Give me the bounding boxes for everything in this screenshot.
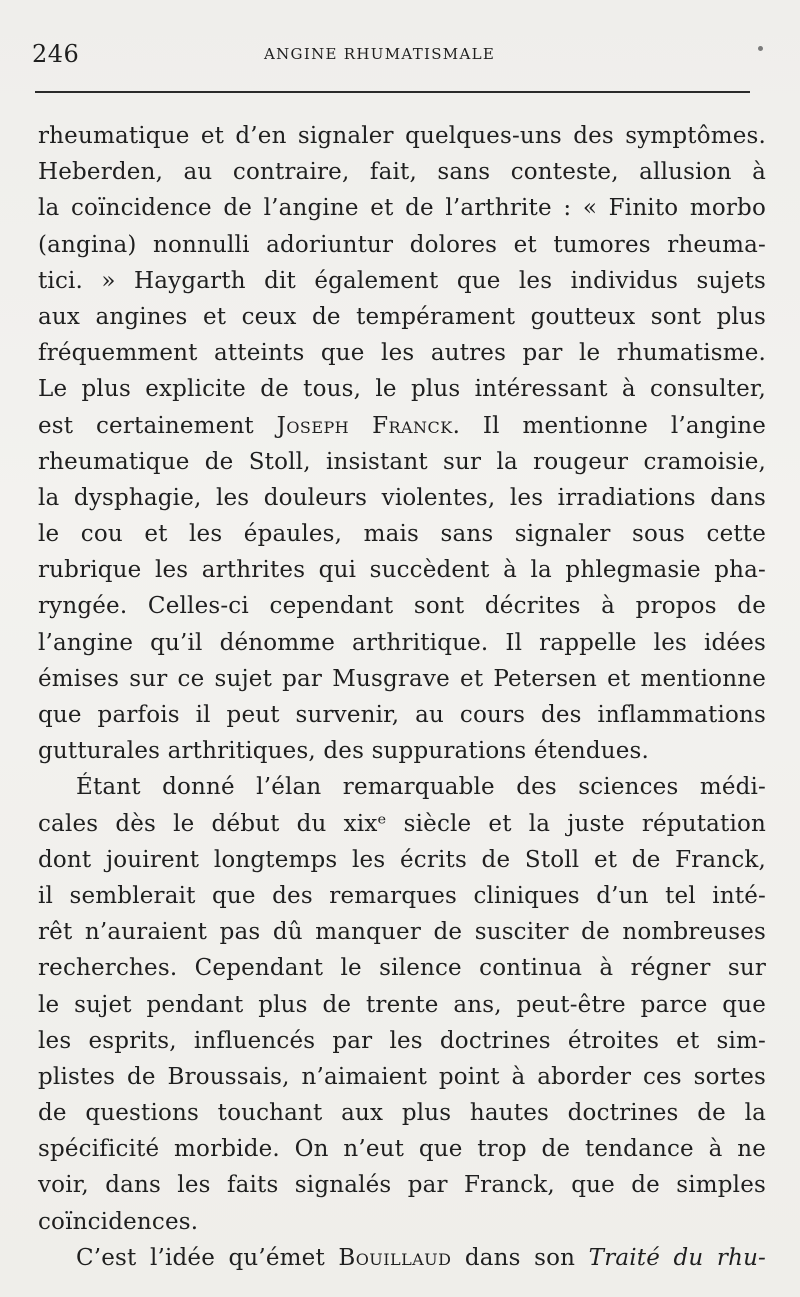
text-line xyxy=(38,1095,766,1131)
text-line xyxy=(38,335,766,371)
text-run: C’est l’idée qu’émet xyxy=(76,1244,339,1271)
text-line xyxy=(38,842,766,878)
text-run: est certainement xyxy=(38,412,277,439)
text-run: aux angines et ceux de tempérament goutteux sont plus xyxy=(38,303,766,330)
text-run: dont jouirent longtemps les écrits de Stoll et de Franck, xyxy=(38,846,766,873)
text-run: plistes de Broussais, n’aimaient point à aborder ces sortes xyxy=(38,1063,766,1090)
page-header xyxy=(32,40,762,68)
text-run: la coïncidence de l’angine et de l’arthrite : « Finito morbo xyxy=(38,195,766,222)
text-run: le sujet pendant plus de trente ans, peut-être parce que xyxy=(38,991,766,1018)
text-line xyxy=(38,408,766,444)
text-run: il semblerait que des remarques cliniques d’un tel inté- xyxy=(38,882,766,909)
text-line xyxy=(38,806,766,842)
text-line xyxy=(38,227,766,263)
body-text xyxy=(38,118,766,1276)
text-line xyxy=(38,950,766,986)
text-line xyxy=(38,914,766,950)
text-line xyxy=(38,1240,766,1276)
header-ink-mark xyxy=(758,46,763,51)
text-run: voir, dans les faits signalés par Franck, que de simples xyxy=(38,1172,766,1199)
text-run: gutturales arthritiques, des suppurations étendues. xyxy=(38,738,650,765)
text-run: rubrique les arthrites qui succèdent à la phlegmasie pha- xyxy=(38,557,766,584)
running-title: ANGINE RHUMATISMALE xyxy=(264,45,496,63)
text-line xyxy=(38,1167,766,1203)
text-line xyxy=(38,516,766,552)
text-line xyxy=(38,299,766,335)
text-run: Étant donné l’élan remarquable des sciences médi- xyxy=(76,774,766,801)
text-run: (angina) nonnulli adoriuntur dolores et tumores rheuma- xyxy=(38,231,766,258)
text-line xyxy=(38,878,766,914)
text-line xyxy=(38,552,766,588)
text-line xyxy=(38,733,766,769)
text-run: Le plus explicite de tous, le plus intéressant à consulter, xyxy=(38,376,766,403)
text-run: spécificité morbide. On n’eut que trop de tendance à ne xyxy=(38,1136,766,1163)
text-line xyxy=(38,480,766,516)
text-line xyxy=(38,1131,766,1167)
text-run: l’angine qu’il dénomme arthritique. Il rappelle les idées xyxy=(38,629,766,656)
text-line xyxy=(38,118,766,154)
text-line xyxy=(38,588,766,624)
text-run: rheumatique et d’en signaler quelques-uns des symptômes. xyxy=(38,123,766,149)
text-run: ryngée. Celles-ci cependant sont décrites à propos de xyxy=(38,593,766,620)
text-line xyxy=(38,190,766,226)
text-run: que parfois il peut survenir, au cours des inflammations xyxy=(38,702,766,728)
text-run: rheumatique de Stoll, insistant sur la rougeur cramoisie, xyxy=(38,448,766,475)
text-run: coïncidences. xyxy=(38,1208,199,1235)
text-run: le cou et les épaules, mais sans signaler sous cette xyxy=(38,521,766,548)
text-run: fréquemment atteints que les autres par le rhumatisme. xyxy=(38,340,766,367)
text-run: les esprits, influencés par les doctrines étroites et sim- xyxy=(38,1027,766,1054)
text-run: recherches. Cependant le silence continua à régner sur xyxy=(38,955,766,982)
text-line xyxy=(38,697,766,733)
text-line xyxy=(38,444,766,480)
small-caps-name: Joseph Franck xyxy=(276,412,453,439)
text-run: émises sur ce sujet par Musgrave et Petersen et mentionne xyxy=(38,665,766,692)
text-run: de questions touchant aux plus hautes doctrines de la xyxy=(38,1100,766,1127)
text-line xyxy=(38,154,766,190)
text-run: rêt n’auraient pas dû manquer de susciter de nombreuses xyxy=(38,919,766,946)
text-run: . Il mentionne l’angine xyxy=(452,412,766,439)
text-line xyxy=(38,1059,766,1095)
text-line xyxy=(38,1204,766,1240)
text-line xyxy=(38,769,766,805)
text-line xyxy=(38,625,766,661)
text-line xyxy=(38,1023,766,1059)
text-line xyxy=(38,371,766,407)
italic-title: Traité du rhu- xyxy=(588,1244,767,1271)
text-run: Heberden, au contraire, fait, sans conteste, allusion à xyxy=(38,159,766,186)
text-line xyxy=(38,661,766,697)
small-caps-name: Bouillaud xyxy=(338,1244,452,1271)
page-number: 246 xyxy=(32,40,80,68)
text-run: dans son xyxy=(451,1244,589,1271)
header-rule xyxy=(35,91,750,93)
text-run: cales dès le début du xixᵉ siècle et la juste réputation xyxy=(38,810,766,837)
text-line xyxy=(38,263,766,299)
text-line xyxy=(38,987,766,1023)
text-run: la dysphagie, les douleurs violentes, les irradiations dans xyxy=(38,484,766,511)
text-run: tici. » Haygarth dit également que les individus sujets xyxy=(38,267,766,294)
